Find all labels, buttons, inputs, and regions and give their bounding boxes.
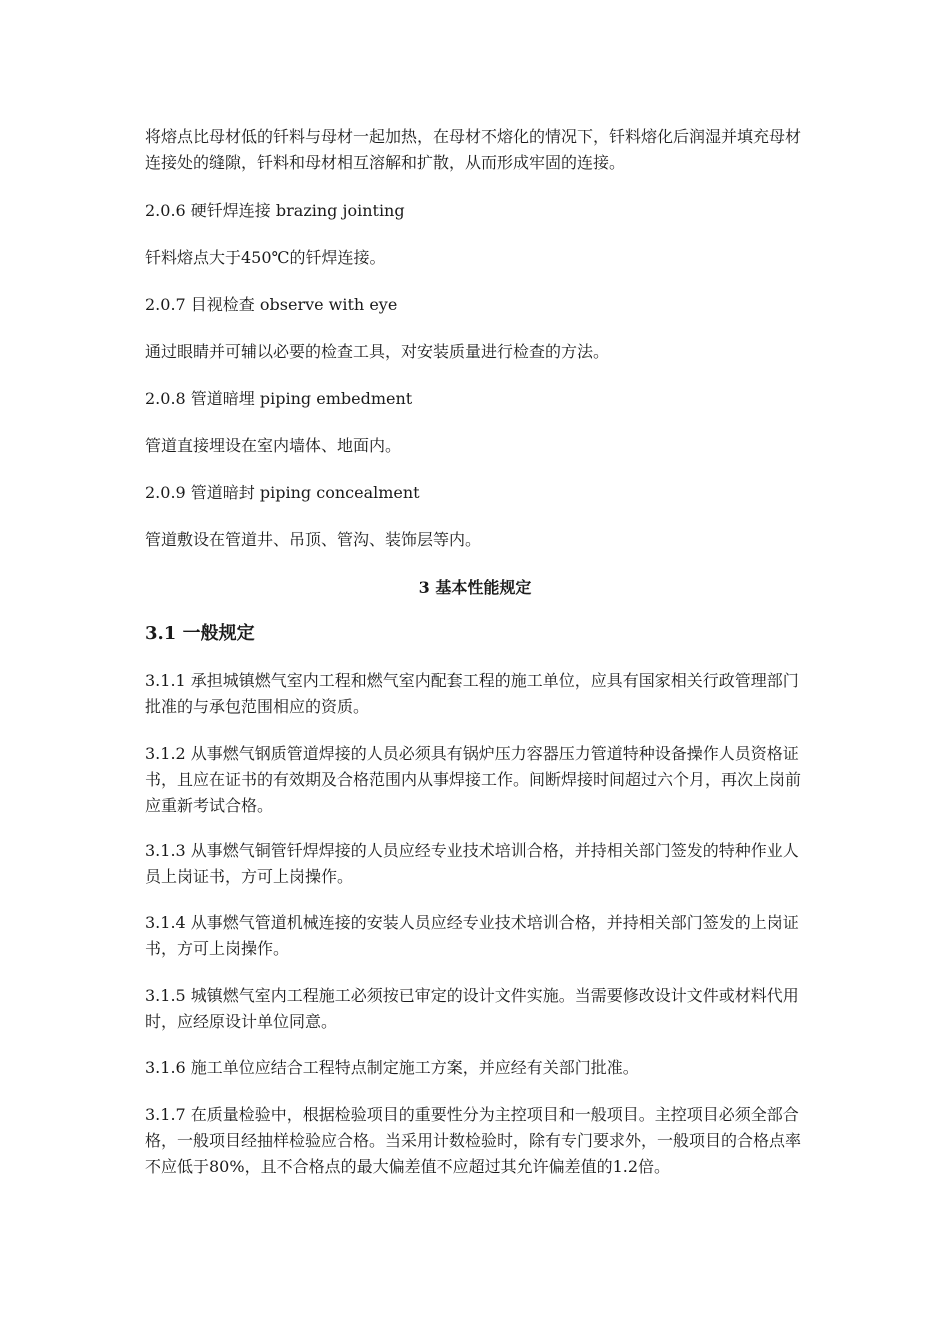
paragraph-brazing-definition: 将熔点比母材低的钎料与母材一起加热，在母材不熔化的情况下，钎料熔化后润湿并填充母材连接处的缝隙，钎料和母材相互溶解和扩散，从而形成牢固的连接。	[145, 127, 802, 172]
clause-text-2-0-8: 管道直接埋设在室内墙体、地面内。	[145, 436, 402, 455]
clause-heading-2-0-8: 2.0.8 管道暗埋 piping embedment	[145, 389, 413, 408]
clause-3-1-3: 3.1.3 从事燃气铜管钎焊焊接的人员应经专业技术培训合格，并持相关部门签发的特种作业人员上岗证书，方可上岗操作。	[145, 841, 799, 886]
clause-3-1-2: 3.1.2 从事燃气钢质管道焊接的人员必须具有锅炉压力容器压力管道特种设备操作人员资格证书，且应在证书的有效期及合格范围内从事焊接工作。间断焊接时间超过六个月，再次上岗前应重新考试合格。	[145, 744, 802, 815]
section-title-3: 3 基本性能规定	[418, 578, 532, 597]
clause-heading-2-0-7: 2.0.7 目视检查 observe with eye	[145, 295, 398, 314]
clause-3-1-5: 3.1.5 城镇燃气室内工程施工必须按已审定的设计文件实施。当需要修改设计文件或材料代用时，应经原设计单位同意。	[145, 986, 799, 1031]
subsection-title-3-1: 3.1 一般规定	[145, 623, 255, 644]
clause-3-1-4: 3.1.4 从事燃气管道机械连接的安装人员应经专业技术培训合格，并持相关部门签发的上岗证书，方可上岗操作。	[145, 913, 799, 958]
clause-heading-2-0-9: 2.0.9 管道暗封 piping concealment	[145, 483, 420, 502]
clause-3-1-1: 3.1.1 承担城镇燃气室内工程和燃气室内配套工程的施工单位，应具有国家相关行政管理部门批准的与承包范围相应的资质。	[145, 671, 799, 716]
clause-text-2-0-6: 钎料熔点大于450℃的钎焊连接。	[145, 248, 386, 267]
clause-text-2-0-7: 通过眼睛并可辅以必要的检查工具，对安装质量进行检查的方法。	[145, 342, 610, 361]
clause-3-1-7: 3.1.7 在质量检验中，根据检验项目的重要性分为主控项目和一般项目。主控项目必须全部合格，一般项目经抽样检验应合格。当采用计数检验时，除有专门要求外，一般项目的合格点率不应低于80%，且不合格点的最大偏差值不应超过其允许偏差值的1.2倍。	[145, 1105, 802, 1176]
clause-text-2-0-9: 管道敷设在管道井、吊顶、管沟、装饰层等内。	[145, 530, 482, 549]
clause-heading-2-0-6: 2.0.6 硬钎焊连接 brazing jointing	[145, 201, 405, 220]
clause-3-1-6: 3.1.6 施工单位应结合工程特点制定施工方案，并应经有关部门批准。	[145, 1058, 639, 1077]
